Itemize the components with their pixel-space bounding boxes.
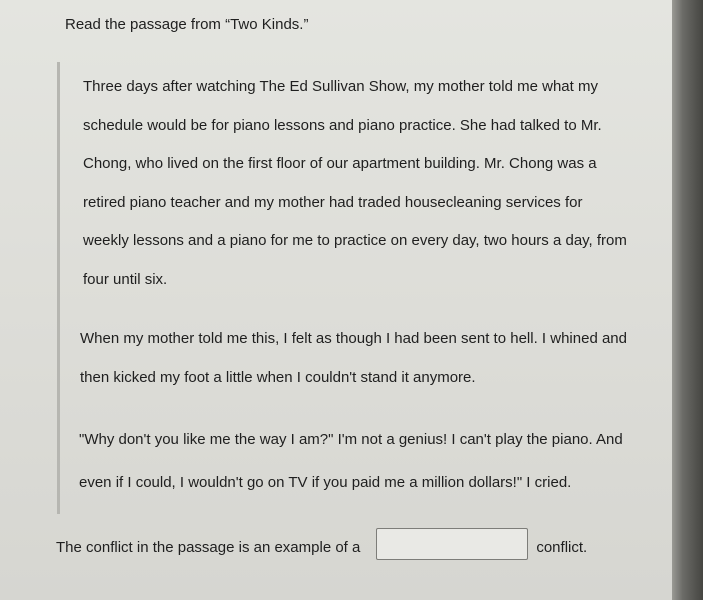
passage-line: even if I could, I wouldn't go on TV if you paid me a million dollars!" I cried.: [79, 474, 572, 491]
passage-line: "Why don't you like me the way I am?" I'm not a genius! I can't play the piano. And: [79, 431, 623, 448]
blockquote-bar: [57, 62, 60, 514]
passage-paragraph-1: [83, 68, 627, 299]
question-row: [56, 531, 587, 563]
passage-line: Chong, who lived on the first floor of our apartment building. Mr. Chong was a: [83, 155, 597, 172]
passage-line: Three days after watching The Ed Sullivan Show, my mother told me what my: [83, 78, 598, 95]
passage-line: four until six.: [83, 270, 168, 288]
screen-bezel: [672, 0, 703, 600]
answer-input-box[interactable]: [376, 528, 528, 560]
passage-line: weekly lessons and a piano for me to practice on every day, two hours a day, from: [83, 232, 627, 249]
question-text: The conflict in the passage is an example of a: [56, 538, 361, 556]
passage-line: retired piano teacher and my mother had traded housecleaning services for: [83, 193, 583, 211]
passage-line: then kicked my foot a little when I couldn't stand it anymore.: [80, 368, 476, 386]
question-suffix: conflict.: [536, 538, 588, 556]
passage-paragraph-3: [79, 418, 623, 504]
passage-line: When my mother told me this, I felt as though I had been sent to hell. I whined and: [80, 330, 627, 347]
prompt-text: Read the passage from “Two Kinds.”: [65, 16, 309, 33]
passage-line: schedule would be for piano lessons and piano practice. She had talked to Mr.: [83, 116, 602, 134]
passage-paragraph-2: [80, 320, 627, 397]
